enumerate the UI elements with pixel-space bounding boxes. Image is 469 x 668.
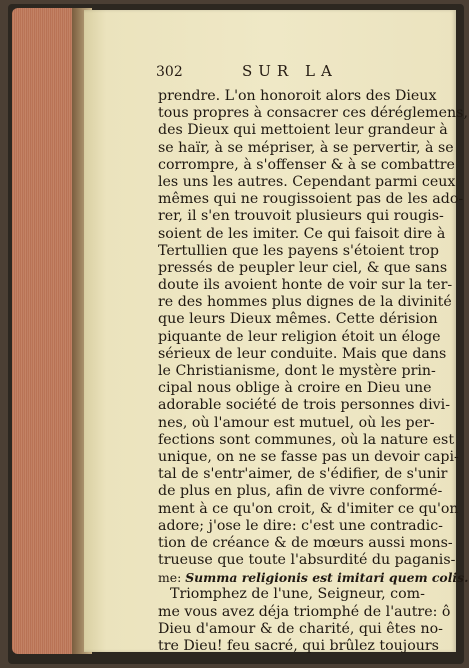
text-line: unique, on ne se fasse pas un devoir capi- (158, 448, 459, 465)
text-line: me vous avez déja triomphé de l'autre: ô (158, 603, 451, 620)
text-line: cipal nous oblige à croire en Dieu une (158, 380, 432, 397)
text-line: tous propres à consacrer ces déréglemens, (158, 105, 468, 122)
latin-quote: Summa religionis est imitari quem colis. (185, 570, 469, 586)
text-line: que leurs Dieux mêmes. Cette dérision (158, 311, 438, 328)
text-line: tion de créance & de mœurs aussi mons- (158, 534, 453, 551)
page-header (156, 64, 456, 84)
text-line: fections sont communes, où la nature est (158, 431, 455, 448)
text-line: les uns les autres. Cependant parmi ceux (158, 173, 456, 190)
text-line: Tertullien que les payens s'étoient trop (158, 242, 439, 259)
text-line: pressés de peupler leur ciel, & que sans (158, 259, 448, 276)
text-line: Triomphez de l'une, Seigneur, com- (170, 586, 425, 603)
text-line: prendre. L'on honoroit alors des Dieux (158, 88, 437, 104)
text-line: adore; j'ose le dire: c'est une contradic- (158, 517, 443, 534)
text-line: piquante de leur religion étoit un éloge (158, 328, 441, 345)
text-line: adorable société de trois personnes divi- (158, 397, 451, 414)
text-line: se haïr, à se mépriser, à se pervertir, à se (158, 139, 454, 156)
running-title: SUR LA (242, 62, 338, 80)
body-text (158, 88, 468, 655)
text-line: re des hommes plus dignes de la divinité (158, 294, 452, 311)
text-line: rer, il s'en trouvoit plusieurs qui rougis- (158, 208, 444, 225)
text-line: des Dieux qui mettoient leur grandeur à (158, 122, 448, 139)
text-line: de plus en plus, afin de vivre conformé- (158, 483, 443, 500)
page-number: 302 (156, 64, 183, 80)
text-line: tal de s'entr'aimer, de s'édifier, de s'unir (158, 466, 448, 483)
text-line: doute ils avoient honte de voir sur la ter- (158, 277, 453, 294)
text-line: ment à ce qu'on croit, & d'imiter ce qu'on (158, 500, 459, 517)
text-line: le Christianisme, dont le mystère prin- (158, 363, 436, 379)
page-edges (12, 8, 78, 654)
text-line: tre Dieu! feu sacré, qui brûlez toujours (158, 638, 439, 654)
text-line: soient de les imiter. Ce qui faisoit dire à (158, 225, 446, 242)
latin-quote-line (158, 569, 468, 586)
book-page (84, 10, 469, 654)
text-line: nes, où l'amour est mutuel, où les per- (158, 414, 435, 431)
text-line: corrompre, à s'offenser & à se combattre (158, 156, 455, 173)
text-line: trueuse que toute l'absurdité du paganis- (158, 552, 456, 569)
latin-prefix: me: (158, 570, 186, 586)
text-line: sérieux de leur conduite. Mais que dans (158, 345, 447, 362)
text-line: mêmes qui ne rougissoient pas de les ado- (158, 191, 464, 208)
text-line: Dieu d'amour & de charité, qui êtes no- (158, 620, 443, 637)
